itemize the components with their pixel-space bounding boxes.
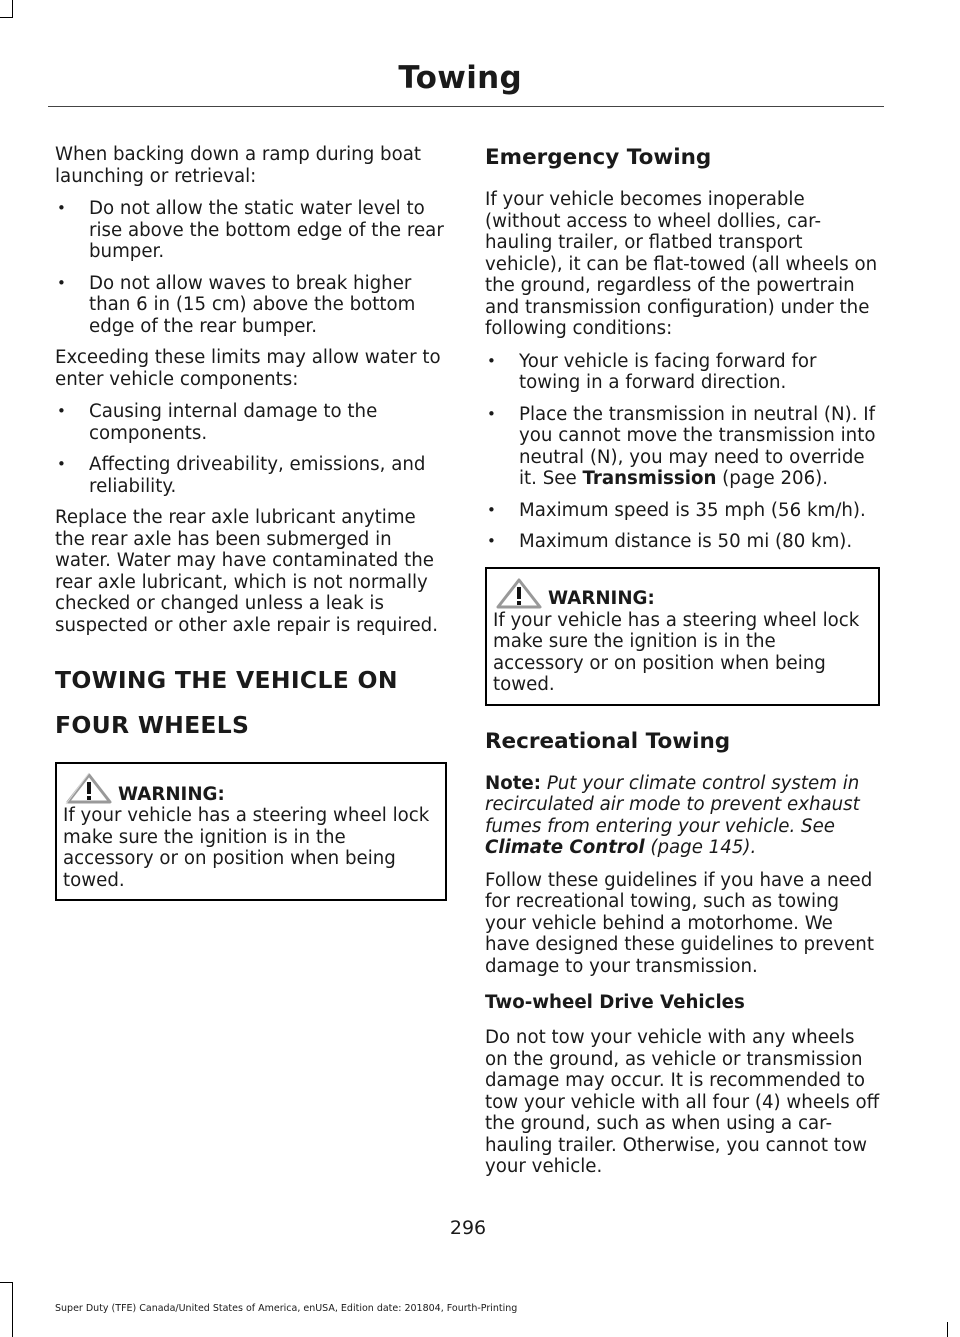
section-heading bbox=[55, 664, 447, 742]
water-level-list bbox=[55, 198, 447, 337]
list-item bbox=[485, 404, 880, 490]
section-heading-line-2: FOUR WHEELS bbox=[55, 711, 250, 739]
recreational-towing-heading: Recreational Towing bbox=[485, 728, 731, 754]
two-wheel-drive-heading: Two-wheel Drive Vehicles bbox=[485, 992, 745, 1013]
boat-launch-intro: When backing down a ramp during boat launching or retrieval: bbox=[55, 144, 421, 187]
crop-mark-bottom-right-v bbox=[947, 1322, 948, 1337]
warning-text: If your vehicle has a steering wheel lock make sure the ignition is in the accessory or on position when being towed. bbox=[63, 805, 430, 891]
warning-triangle-icon bbox=[493, 576, 545, 610]
recreational-guidelines-text: Follow these guidelines if you have a need for recreational towing, such as towing your vehicle behind a motorhome. We have designed these guidelines to prevent damage to your transmission. bbox=[485, 869, 874, 977]
header-divider bbox=[48, 106, 884, 107]
emergency-towing-heading: Emergency Towing bbox=[485, 145, 712, 170]
list-item-text: Place the transmission in neutral (N). If you cannot move the transmission into neutral (N), you may need to override it. See bbox=[519, 403, 876, 489]
list-item: • Causing internal damage to the components. bbox=[55, 401, 447, 444]
crop-mark-bottom-left-h bbox=[0, 1282, 13, 1283]
list-item: • Maximum speed is 35 mph (56 km/h). bbox=[485, 500, 880, 522]
warning-label: WARNING: bbox=[118, 783, 225, 805]
crop-mark-bottom-left-v bbox=[12, 1282, 13, 1337]
warning-triangle-icon bbox=[63, 771, 115, 805]
page-number: 296 bbox=[449, 1217, 487, 1239]
note-text: Put your climate control system in recirculated air mode to prevent exhaust fumes from entering your vehicle. See bbox=[485, 772, 860, 837]
page-reference: (page 145). bbox=[644, 837, 757, 858]
crop-mark-top-left-v bbox=[12, 0, 13, 18]
right-column bbox=[485, 144, 880, 1189]
warning-label: WARNING: bbox=[548, 588, 655, 609]
list-item: • Do not allow the static water level to rise above the bottom edge of the rear bumper. bbox=[55, 198, 447, 263]
components-list bbox=[55, 401, 447, 497]
section-heading-line-1: TOWING THE VEHICLE ON bbox=[55, 666, 398, 694]
note-label: Note: bbox=[485, 772, 542, 794]
emergency-conditions-list bbox=[485, 351, 880, 553]
warning-text: If your vehicle has a steering wheel lock make sure the ignition is in the accessory or on position when being towed. bbox=[493, 609, 860, 695]
transmission-link[interactable]: Transmission bbox=[582, 468, 717, 489]
footer-edition-info: Super Duty (TFE) Canada/United States of America, enUSA, Edition date: 201804, Fourth-Printing bbox=[55, 1303, 518, 1314]
crop-mark-top-left-h bbox=[0, 17, 13, 18]
list-item: • Do not allow waves to break higher than 6 in (15 cm) above the bottom edge of the rear bumper. bbox=[55, 273, 447, 338]
emergency-towing-text: If your vehicle becomes inoperable (without access to wheel dollies, car-hauling trailer, or flatbed transport vehicle), it can be flat-towed (all wheels on the ground, regardless of the powertrain and transmission configuration) under the following conditions: bbox=[485, 189, 878, 339]
left-column bbox=[55, 144, 447, 916]
list-item: • Your vehicle is facing forward for towing in a forward direction. bbox=[485, 351, 880, 394]
climate-note bbox=[485, 773, 880, 859]
axle-lubricant-text: Replace the rear axle lubricant anytime the rear axle has been submerged in water. Water may have contaminated the rear axle lubricant, which is not normally checked or changed unless a leak is suspected or other axle repair is required. bbox=[55, 507, 438, 636]
warning-box bbox=[485, 567, 880, 706]
page-reference: (page 206). bbox=[716, 468, 829, 489]
warning-box bbox=[55, 762, 447, 901]
exceed-limits-text: Exceeding these limits may allow water to enter vehicle components: bbox=[55, 347, 441, 390]
list-item: • Maximum distance is 50 mi (80 km). bbox=[485, 531, 880, 553]
climate-control-link[interactable]: Climate Control bbox=[485, 837, 645, 858]
two-wheel-drive-text: Do not tow your vehicle with any wheels on the ground, as vehicle or transmission damage may occur. It is recommended to tow your vehicle with all four (4) wheels off the ground, such as when using a car-hauling trailer. Otherwise, you cannot tow your vehicle. bbox=[485, 1027, 880, 1177]
page-header-title: Towing bbox=[398, 60, 522, 96]
list-item: • Affecting driveability, emissions, and reliability. bbox=[55, 454, 447, 497]
